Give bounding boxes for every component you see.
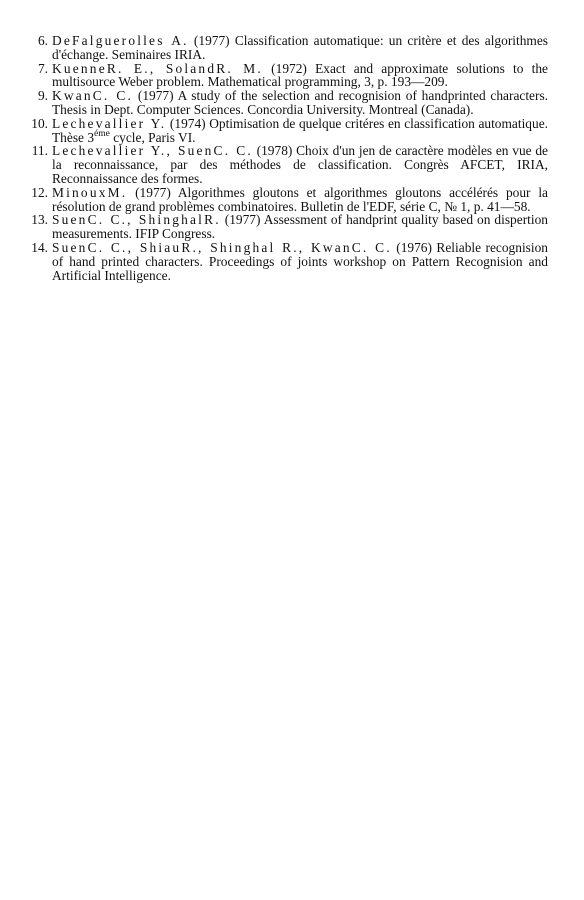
reference-text: (1977) Algorithmes gloutons et algorithmes gloutons accélérés pour la résolution de grand problèmes combinatoires. Bulletin de l'EDF, série C, № 1, p. 41—58. <box>52 184 548 214</box>
reference-number: 14 . <box>26 241 48 255</box>
reference-authors: Lechevallier Y. <box>52 115 167 131</box>
reference-number: 12 . <box>26 186 48 200</box>
reference-item <box>26 144 548 185</box>
reference-number: 7 . <box>26 62 48 76</box>
reference-number: 6 . <box>26 34 48 48</box>
reference-item <box>26 241 548 282</box>
reference-text: (1974) Optimisation de quelque critéres en classification automatique. Thèse 3 <box>52 115 548 145</box>
reference-item <box>26 186 548 214</box>
reference-authors: Lechevallier Y., SuenC. C. <box>52 143 253 159</box>
reference-item <box>26 34 548 62</box>
reference-text: (1972) Exact and approximate solutions to the multisource Weber problem. Mathematical programming, 3, p. 193—209. <box>52 60 548 90</box>
reference-text: (1976) Reliable recognision of hand printed characters. Proceedings of joints workshop on Pattern Recognision and Artificial Intelligence. <box>52 239 548 283</box>
reference-text: (1978) Choix d'un jen de caractère modèles en vue de la reconnaissance, par des méthodes de classification. Congrès AFCET, IRIA, Reconnaissance des formes. <box>52 143 548 186</box>
reference-authors: SuenC. C., ShinghalR. <box>52 212 221 228</box>
reference-item <box>26 117 548 145</box>
reference-text: (1977) A study of the selection and recognision of handprinted characters. Thesis in Dept. Computer Sciences. Concordia University. Montreal (Canada). <box>52 88 549 117</box>
reference-item <box>26 62 548 90</box>
reference-number: 13 . <box>26 213 48 227</box>
reference-text: cycle, Paris VI. <box>109 129 196 145</box>
reference-superscript: éme <box>94 128 110 139</box>
reference-authors: KwanC. C. <box>52 88 134 104</box>
reference-text: (1977) Assessment of handprint quality based on dispertion measurements. IFIP Congress. <box>52 212 548 242</box>
reference-item <box>26 89 548 117</box>
reference-number: 10 . <box>26 117 48 131</box>
reference-number: 11 . <box>26 144 48 158</box>
reference-text: (1977) Classification automatique: un critère et des algorithmes d'échange. Seminaires IRIA. <box>52 33 548 62</box>
reference-list <box>26 34 548 282</box>
reference-item <box>26 213 548 241</box>
reference-authors: DeFalguerolles A. <box>52 33 189 48</box>
reference-number: 9 . <box>26 89 48 103</box>
reference-authors: MinouxM. <box>52 184 128 200</box>
reference-authors: SuenC. C., ShiauR., Shinghal R., KwanC. C. <box>52 239 392 255</box>
reference-authors: KuenneR. E., SolandR. M. <box>52 60 263 76</box>
